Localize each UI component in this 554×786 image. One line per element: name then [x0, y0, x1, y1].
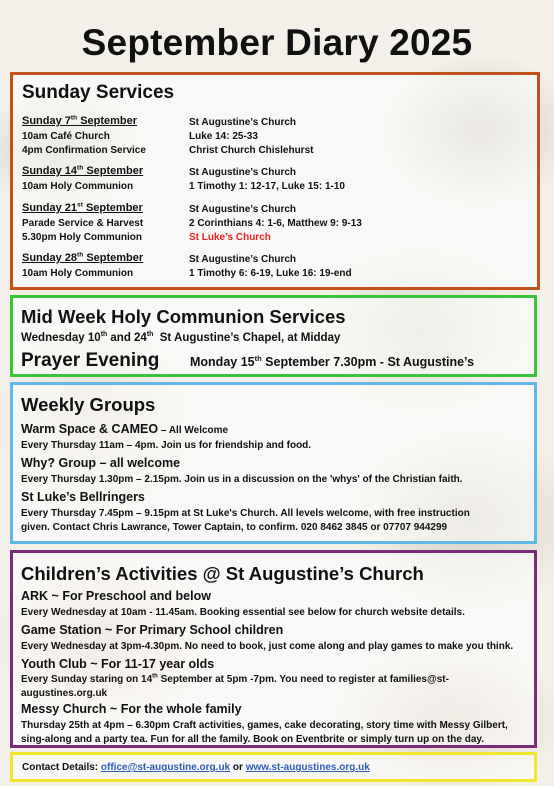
sunday-reading: 1 Timothy 1: 12-17, Luke 15: 1-10 [189, 181, 345, 192]
sunday-line: 10am Holy Communion [22, 181, 134, 192]
midweek-details: Wednesday 10th and 24th St Augustine’s Chapel, at Midday [21, 331, 341, 344]
sunday-line: 5.30pm Holy Communion [22, 232, 143, 243]
sunday-venue: St Augustine’s Church [189, 254, 297, 265]
contact-details [22, 762, 370, 773]
contact-details-box [10, 752, 537, 782]
ark-text: Every Wednesday at 10am - 11.45am. Booking essential see below for church website details. [21, 607, 465, 618]
sunday-line: Parade Service & Harvest [22, 218, 144, 229]
warm-space-title: Warm Space & CAMEO – All Welcome [21, 422, 229, 436]
game-station-text: Every Wednesday at 3pm-4.30pm. No need to book, just come along and play games to make you think. [21, 641, 514, 652]
sunday-date-4: Sunday 28th September [22, 251, 144, 264]
sunday-venue: St Augustine’s Church [189, 117, 297, 128]
youth-club-text: Every Sunday staring on 14th September at 5pm -7pm. You need to register at families@st- [21, 673, 449, 685]
messy-church-text: Thursday 25th at 4pm – 6.30pm Craft activities, games, cake decorating, story time with Messy Gilbert, [21, 720, 508, 731]
youth-club-title: Youth Club ~ For 11-17 year olds [21, 657, 215, 671]
contact-or: or [230, 762, 246, 773]
warm-space-text: Every Thursday 11am – 4pm. Join us for friendship and food. [21, 440, 312, 451]
sunday-services-heading: Sunday Services [22, 82, 175, 103]
sunday-date-2: Sunday 14th September [22, 164, 144, 177]
page-title: September Diary 2025 [81, 22, 473, 63]
contact-website-link[interactable]: www.st-augustines.org.uk [245, 762, 370, 773]
sunday-venue: Christ Church Chislehurst [189, 145, 314, 156]
youth-club-text: augustines.org.uk [21, 688, 108, 699]
sunday-venue-highlight: St Luke’s Church [189, 232, 271, 243]
ark-title: ARK ~ For Preschool and below [21, 589, 211, 603]
sunday-line: 10am Café Church [22, 131, 110, 142]
weekly-groups-heading: Weekly Groups [21, 394, 156, 415]
contact-email-link[interactable]: office@st-augustine.org.uk [100, 762, 231, 773]
sunday-reading: 2 Corinthians 4: 1-6, Matthew 9: 9-13 [189, 218, 362, 229]
weekly-groups-box [10, 382, 537, 544]
sunday-services-box [10, 72, 540, 290]
why-group-text: Every Thursday 1.30pm – 2.15pm. Join us in a discussion on the 'whys' of the Christian faith. [21, 474, 463, 485]
childrens-activities-heading: Children’s Activities @ St Augustine’s Church [21, 563, 424, 584]
childrens-activities-box [10, 550, 537, 748]
bellringers-text: given. Contact Chris Lawrance, Tower Captain, to confirm. 020 8462 3845 or 07707 944299 [21, 522, 448, 533]
game-station-title: Game Station ~ For Primary School children [21, 623, 284, 637]
messy-church-text: sing-along and a party tea. Fun for all the family. Book on Eventbrite or simply turn up on the day. [21, 734, 485, 745]
why-group-title: Why? Group – all welcome [21, 456, 181, 470]
prayer-evening-heading: Prayer Evening [21, 350, 160, 371]
sunday-line: 4pm Confirmation Service [22, 145, 146, 156]
bellringers-text: Every Thursday 7.45pm – 9.15pm at St Luke's Church. All levels welcome, with free instruction [21, 508, 470, 519]
contact-label: Contact Details: [22, 762, 101, 773]
sunday-reading: Luke 14: 25-33 [189, 131, 258, 142]
midweek-services-box [10, 295, 537, 377]
prayer-evening-details: Monday 15th September 7.30pm - St Augustine’s [190, 353, 475, 369]
bellringers-title: St Luke’s Bellringers [21, 490, 145, 504]
messy-church-title: Messy Church ~ For the whole family [21, 702, 242, 716]
sunday-reading: 1 Timothy 6: 6-19, Luke 16: 19-end [189, 268, 352, 279]
sunday-venue: St Augustine’s Church [189, 204, 297, 215]
sunday-venue: St Augustine’s Church [189, 167, 297, 178]
sunday-date-1: Sunday 7th September [22, 114, 138, 127]
midweek-heading: Mid Week Holy Communion Services [21, 306, 346, 327]
sunday-line: 10am Holy Communion [22, 268, 134, 279]
sunday-date-3: Sunday 21st September [22, 201, 143, 214]
